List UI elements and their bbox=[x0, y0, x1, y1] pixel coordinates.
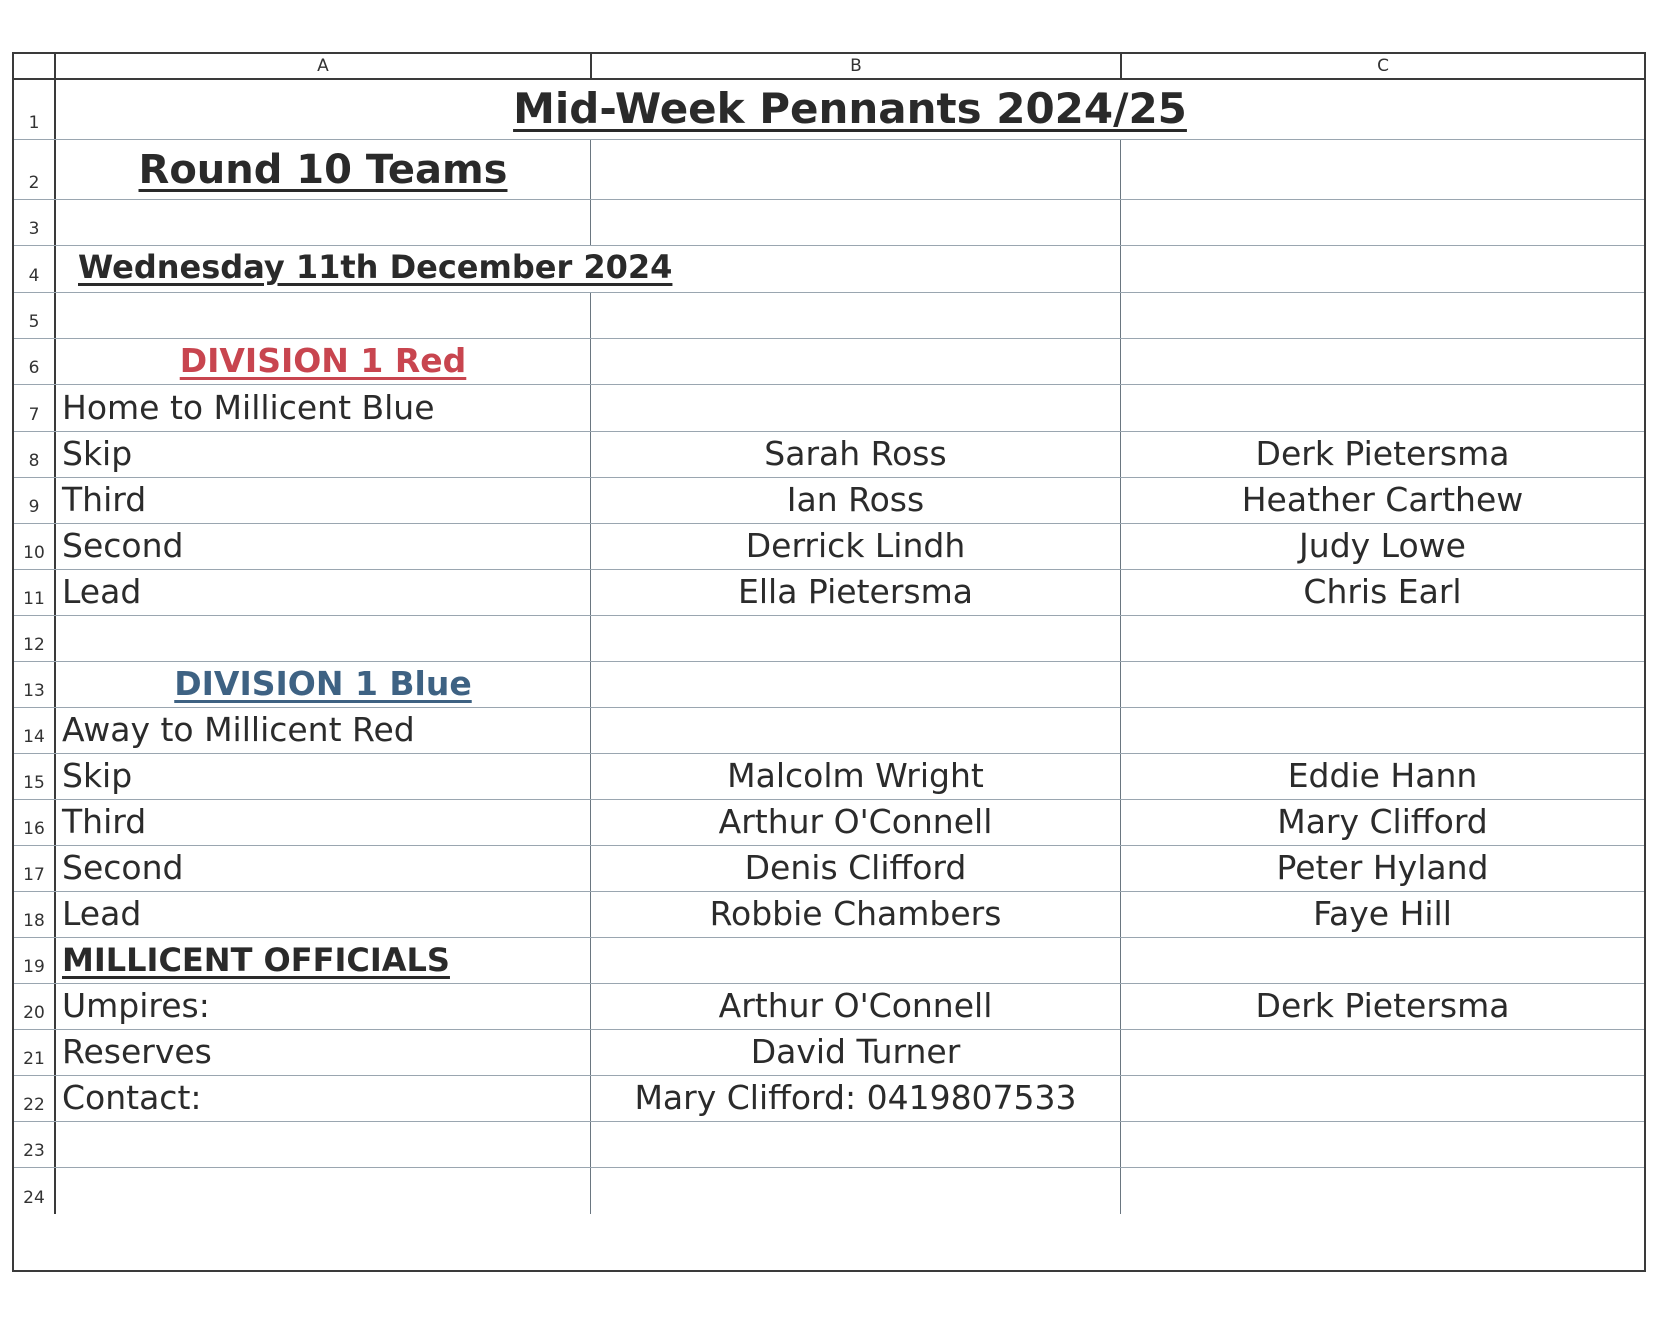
player-cell[interactable]: Judy Lowe bbox=[1120, 524, 1644, 569]
cell-b[interactable] bbox=[590, 293, 1120, 338]
player-cell[interactable]: Malcolm Wright bbox=[590, 754, 1120, 799]
player-cell[interactable]: Derk Pietersma bbox=[1120, 432, 1644, 477]
row-number[interactable]: 9 bbox=[14, 478, 56, 523]
role-cell[interactable]: Reserves bbox=[62, 1032, 212, 1071]
table-row bbox=[14, 478, 1644, 524]
column-header-row bbox=[14, 54, 1644, 80]
cell-c[interactable] bbox=[1120, 708, 1644, 753]
table-row bbox=[14, 524, 1644, 570]
division-cell[interactable] bbox=[56, 662, 590, 707]
cell-b[interactable] bbox=[590, 708, 1120, 753]
row-number[interactable]: 5 bbox=[14, 293, 56, 338]
date-cell[interactable] bbox=[56, 246, 1120, 292]
division-cell[interactable] bbox=[56, 339, 590, 384]
column-header-c[interactable]: C bbox=[1120, 54, 1644, 78]
cell-c[interactable] bbox=[1120, 140, 1644, 199]
row-number[interactable]: 18 bbox=[14, 892, 56, 937]
table-row bbox=[14, 246, 1644, 293]
table-row bbox=[14, 754, 1644, 800]
round-title: Round 10 Teams bbox=[138, 147, 508, 193]
match-date: Wednesday 11th December 2024 bbox=[78, 248, 673, 286]
position-cell[interactable]: Skip bbox=[62, 434, 133, 473]
row-number[interactable]: 13 bbox=[14, 662, 56, 707]
sheet-title: Mid-Week Pennants 2024/25 bbox=[513, 84, 1187, 133]
player-cell[interactable]: Eddie Hann bbox=[1120, 754, 1644, 799]
table-row bbox=[14, 892, 1644, 938]
round-cell[interactable] bbox=[56, 140, 590, 199]
player-cell[interactable]: Ella Pietersma bbox=[590, 570, 1120, 615]
player-cell[interactable]: Sarah Ross bbox=[590, 432, 1120, 477]
role-cell[interactable]: Umpires: bbox=[62, 986, 210, 1025]
fixture-cell[interactable]: Home to Millicent Blue bbox=[62, 388, 435, 427]
table-row bbox=[14, 200, 1644, 246]
official-cell[interactable]: Derk Pietersma bbox=[1120, 984, 1644, 1029]
table-row bbox=[14, 1122, 1644, 1168]
table-row bbox=[14, 984, 1644, 1030]
row-number[interactable]: 4 bbox=[14, 246, 56, 292]
cell-b[interactable] bbox=[590, 385, 1120, 431]
division-blue-heading: DIVISION 1 Blue bbox=[174, 664, 472, 703]
position-cell[interactable]: Lead bbox=[62, 894, 142, 933]
corner-cell[interactable] bbox=[14, 54, 56, 78]
cell-c[interactable] bbox=[1120, 293, 1644, 338]
spreadsheet bbox=[12, 52, 1646, 1272]
fixture-cell[interactable]: Away to Millicent Red bbox=[62, 710, 415, 749]
column-header-b[interactable]: B bbox=[590, 54, 1120, 78]
cell-c[interactable] bbox=[1120, 938, 1644, 983]
row-number[interactable]: 23 bbox=[14, 1122, 56, 1167]
cell-b[interactable] bbox=[590, 339, 1120, 384]
row-number[interactable]: 19 bbox=[14, 938, 56, 983]
column-header-a[interactable]: A bbox=[317, 56, 329, 76]
position-cell[interactable]: Skip bbox=[62, 756, 133, 795]
table-row bbox=[14, 938, 1644, 984]
table-row bbox=[14, 708, 1644, 754]
row-number[interactable]: 7 bbox=[14, 385, 56, 431]
cell-a[interactable] bbox=[56, 1122, 590, 1167]
officials-cell[interactable] bbox=[56, 938, 590, 983]
official-cell[interactable]: Arthur O'Connell bbox=[590, 984, 1120, 1029]
cell-c[interactable] bbox=[1120, 1030, 1644, 1075]
player-cell[interactable]: Peter Hyland bbox=[1120, 846, 1644, 891]
row-number[interactable]: 10 bbox=[14, 524, 56, 569]
row-number[interactable]: 20 bbox=[14, 984, 56, 1029]
row-number[interactable]: 1 bbox=[14, 80, 56, 139]
position-cell[interactable]: Third bbox=[62, 802, 147, 841]
cell-a[interactable] bbox=[56, 616, 590, 661]
cell-b[interactable] bbox=[590, 140, 1120, 199]
player-cell[interactable]: Chris Earl bbox=[1120, 570, 1644, 615]
table-row bbox=[14, 570, 1644, 616]
cell-b[interactable] bbox=[590, 616, 1120, 661]
player-cell[interactable]: Faye Hill bbox=[1120, 892, 1644, 937]
table-row bbox=[14, 800, 1644, 846]
player-cell[interactable]: Arthur O'Connell bbox=[590, 800, 1120, 845]
position-cell[interactable]: Third bbox=[62, 480, 147, 519]
table-row bbox=[14, 662, 1644, 708]
row-number[interactable]: 3 bbox=[14, 200, 56, 245]
cell-b[interactable] bbox=[590, 938, 1120, 983]
row-number[interactable]: 14 bbox=[14, 708, 56, 753]
cell-c[interactable] bbox=[1120, 616, 1644, 661]
cell-c[interactable] bbox=[1120, 339, 1644, 384]
cell-a[interactable] bbox=[56, 1168, 590, 1214]
cell-c[interactable] bbox=[1120, 385, 1644, 431]
row-number[interactable]: 22 bbox=[14, 1076, 56, 1121]
contact-cell[interactable]: Mary Clifford: 0419807533 bbox=[590, 1076, 1120, 1121]
table-row bbox=[14, 80, 1644, 140]
role-cell[interactable]: Contact: bbox=[62, 1078, 202, 1117]
cell-a[interactable] bbox=[56, 293, 590, 338]
row-number[interactable]: 6 bbox=[14, 339, 56, 384]
division-red-heading: DIVISION 1 Red bbox=[179, 341, 467, 380]
cell-c[interactable] bbox=[1120, 1076, 1644, 1121]
table-row bbox=[14, 1030, 1644, 1076]
table-row bbox=[14, 432, 1644, 478]
table-row bbox=[14, 339, 1644, 385]
row-number[interactable]: 12 bbox=[14, 616, 56, 661]
row-number[interactable]: 21 bbox=[14, 1030, 56, 1075]
officials-heading: MILLICENT OFFICIALS bbox=[62, 941, 450, 979]
row-number[interactable]: 17 bbox=[14, 846, 56, 891]
cell-c[interactable] bbox=[1120, 1122, 1644, 1167]
player-cell[interactable]: Derrick Lindh bbox=[590, 524, 1120, 569]
cell-c[interactable] bbox=[1120, 662, 1644, 707]
table-row bbox=[14, 616, 1644, 662]
table-row bbox=[14, 385, 1644, 432]
player-cell[interactable]: Mary Clifford bbox=[1120, 800, 1644, 845]
player-cell[interactable]: Denis Clifford bbox=[590, 846, 1120, 891]
row-number[interactable]: 11 bbox=[14, 570, 56, 615]
table-row bbox=[14, 140, 1644, 200]
cell-b[interactable] bbox=[590, 1122, 1120, 1167]
sheet-title-cell[interactable] bbox=[56, 80, 1644, 139]
row-number[interactable]: 15 bbox=[14, 754, 56, 799]
cell-b[interactable] bbox=[590, 200, 1120, 245]
cell-c[interactable] bbox=[1120, 200, 1644, 245]
cell-c[interactable] bbox=[1120, 1168, 1644, 1214]
player-cell[interactable]: Ian Ross bbox=[590, 478, 1120, 523]
row-number[interactable]: 16 bbox=[14, 800, 56, 845]
table-row bbox=[14, 846, 1644, 892]
cell-b[interactable] bbox=[590, 662, 1120, 707]
player-cell[interactable]: Heather Carthew bbox=[1120, 478, 1644, 523]
position-cell[interactable]: Second bbox=[62, 848, 184, 887]
cell-b[interactable] bbox=[590, 1168, 1120, 1214]
table-row bbox=[14, 1168, 1644, 1214]
cell-a[interactable] bbox=[56, 200, 590, 245]
position-cell[interactable]: Lead bbox=[62, 572, 142, 611]
row-number[interactable]: 24 bbox=[14, 1168, 56, 1214]
player-cell[interactable]: Robbie Chambers bbox=[590, 892, 1120, 937]
row-number[interactable]: 8 bbox=[14, 432, 56, 477]
position-cell[interactable]: Second bbox=[62, 526, 184, 565]
cell-c[interactable] bbox=[1120, 246, 1644, 292]
row-number[interactable]: 2 bbox=[14, 140, 56, 199]
official-cell[interactable]: David Turner bbox=[590, 1030, 1120, 1075]
table-row bbox=[14, 1076, 1644, 1122]
table-row bbox=[14, 293, 1644, 339]
